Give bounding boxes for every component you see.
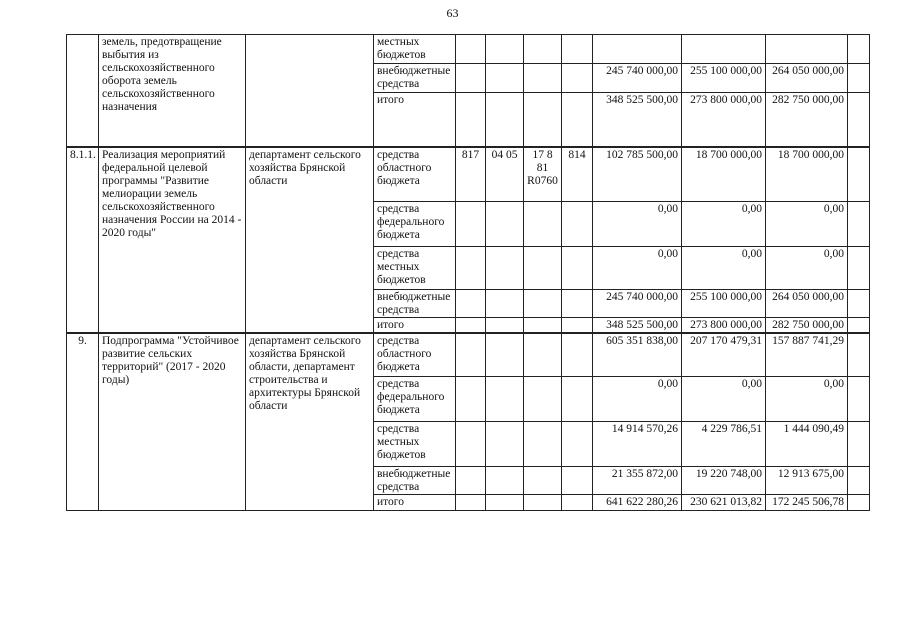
row-index — [67, 35, 99, 147]
grbs-code — [456, 64, 486, 93]
amount-2019: 0,00 — [682, 202, 766, 247]
budget-table — [66, 34, 870, 511]
target-article-code — [524, 93, 562, 147]
grbs-code — [456, 318, 486, 334]
funding-source: средства федерального бюджета — [374, 376, 456, 421]
amount-2020: 172 245 506,78 — [766, 494, 848, 510]
amount-2020 — [766, 35, 848, 64]
amount-2020: 264 050 000,00 — [766, 64, 848, 93]
target-article-code — [524, 376, 562, 421]
amount-2019: 207 170 479,31 — [682, 333, 766, 376]
table-row — [67, 333, 870, 376]
amount-2018: 348 525 500,00 — [593, 318, 682, 334]
grbs-code — [456, 202, 486, 247]
funding-source: средства местных бюджетов — [374, 421, 456, 466]
target-article-code — [524, 421, 562, 466]
funding-source: итого — [374, 494, 456, 510]
table-row — [67, 147, 870, 202]
expense-type-code — [562, 64, 593, 93]
amount-2020: 282 750 000,00 — [766, 318, 848, 334]
expense-type-code — [562, 421, 593, 466]
funding-source: внебюджетные средства — [374, 290, 456, 318]
empty-cell — [848, 147, 870, 202]
target-article-code — [524, 318, 562, 334]
expense-type-code — [562, 202, 593, 247]
amount-2018: 245 740 000,00 — [593, 64, 682, 93]
funding-source: внебюджетные средства — [374, 466, 456, 494]
expense-type-code — [562, 466, 593, 494]
expense-type-code — [562, 376, 593, 421]
executor: департамент сельского хозяйства Брянской области, департамент строительства и архитектуры Брянской области — [246, 333, 374, 510]
target-article-code — [524, 494, 562, 510]
empty-cell — [848, 247, 870, 290]
expense-type-code — [562, 494, 593, 510]
section-code — [486, 93, 524, 147]
amount-2020: 0,00 — [766, 202, 848, 247]
expense-type-code: 814 — [562, 147, 593, 202]
empty-cell — [848, 333, 870, 376]
empty-cell — [848, 35, 870, 64]
section-code: 04 05 — [486, 147, 524, 202]
activity-name: земель, предотвращение выбытия из сельскохозяйственного оборота земель сельскохозяйственного назначения — [99, 35, 246, 147]
empty-cell — [848, 202, 870, 247]
table-body — [67, 35, 870, 511]
amount-2019: 255 100 000,00 — [682, 290, 766, 318]
target-article-code — [524, 64, 562, 93]
expense-type-code — [562, 35, 593, 64]
grbs-code — [456, 376, 486, 421]
amount-2020: 0,00 — [766, 247, 848, 290]
funding-source: средства местных бюджетов — [374, 247, 456, 290]
amount-2020: 157 887 741,29 — [766, 333, 848, 376]
amount-2020: 264 050 000,00 — [766, 290, 848, 318]
empty-cell — [848, 64, 870, 93]
amount-2018: 21 355 872,00 — [593, 466, 682, 494]
grbs-code: 817 — [456, 147, 486, 202]
amount-2018 — [593, 35, 682, 64]
funding-source: внебюджетные средства — [374, 64, 456, 93]
section-code — [486, 247, 524, 290]
target-article-code — [524, 247, 562, 290]
amount-2018: 0,00 — [593, 247, 682, 290]
grbs-code — [456, 247, 486, 290]
expense-type-code — [562, 333, 593, 376]
page-number: 63 — [446, 6, 459, 20]
amount-2019: 273 800 000,00 — [682, 318, 766, 334]
amount-2018: 14 914 570,26 — [593, 421, 682, 466]
amount-2019 — [682, 35, 766, 64]
expense-type-code — [562, 93, 593, 147]
amount-2018: 245 740 000,00 — [593, 290, 682, 318]
amount-2019: 255 100 000,00 — [682, 64, 766, 93]
amount-2019: 18 700 000,00 — [682, 147, 766, 202]
amount-2019: 4 229 786,51 — [682, 421, 766, 466]
amount-2018: 348 525 500,00 — [593, 93, 682, 147]
table-row — [67, 35, 870, 64]
section-code — [486, 290, 524, 318]
funding-source: средства областного бюджета — [374, 333, 456, 376]
expense-type-code — [562, 290, 593, 318]
activity-name: Реализация мероприятий федеральной целевой программы "Развитие мелиорации земель сельскохозяйственного назначения России на 2014 - 2020 годы" — [99, 147, 246, 334]
expense-type-code — [562, 247, 593, 290]
section-code — [486, 376, 524, 421]
funding-source: местных бюджетов — [374, 35, 456, 64]
empty-cell — [848, 376, 870, 421]
target-article-code — [524, 333, 562, 376]
empty-cell — [848, 494, 870, 510]
target-article-code — [524, 466, 562, 494]
empty-cell — [848, 318, 870, 334]
amount-2018: 605 351 838,00 — [593, 333, 682, 376]
amount-2018: 0,00 — [593, 376, 682, 421]
target-article-code — [524, 35, 562, 64]
section-code — [486, 64, 524, 93]
section-code — [486, 202, 524, 247]
grbs-code — [456, 466, 486, 494]
funding-source: средства федерального бюджета — [374, 202, 456, 247]
grbs-code — [456, 494, 486, 510]
section-code — [486, 333, 524, 376]
section-code — [486, 318, 524, 334]
amount-2019: 273 800 000,00 — [682, 93, 766, 147]
target-article-code — [524, 202, 562, 247]
funding-source: итого — [374, 93, 456, 147]
row-index: 9. — [67, 333, 99, 510]
target-article-code: 17 8 81 R0760 — [524, 147, 562, 202]
amount-2020: 0,00 — [766, 376, 848, 421]
empty-cell — [848, 421, 870, 466]
executor — [246, 35, 374, 147]
amount-2020: 18 700 000,00 — [766, 147, 848, 202]
empty-cell — [848, 93, 870, 147]
target-article-code — [524, 290, 562, 318]
empty-cell — [848, 290, 870, 318]
grbs-code — [456, 290, 486, 318]
amount-2019: 230 621 013,82 — [682, 494, 766, 510]
amount-2018: 0,00 — [593, 202, 682, 247]
amount-2020: 12 913 675,00 — [766, 466, 848, 494]
grbs-code — [456, 35, 486, 64]
grbs-code — [456, 93, 486, 147]
section-code — [486, 494, 524, 510]
empty-cell — [848, 466, 870, 494]
grbs-code — [456, 421, 486, 466]
amount-2019: 19 220 748,00 — [682, 466, 766, 494]
section-code — [486, 466, 524, 494]
amount-2020: 1 444 090,49 — [766, 421, 848, 466]
amount-2019: 0,00 — [682, 247, 766, 290]
funding-source: итого — [374, 318, 456, 334]
expense-type-code — [562, 318, 593, 334]
funding-source: средства областного бюджета — [374, 147, 456, 202]
amount-2020: 282 750 000,00 — [766, 93, 848, 147]
amount-2018: 641 622 280,26 — [593, 494, 682, 510]
activity-name: Подпрограмма "Устойчивое развитие сельских территорий" (2017 - 2020 годы) — [99, 333, 246, 510]
executor: департамент сельского хозяйства Брянской области — [246, 147, 374, 334]
section-code — [486, 421, 524, 466]
row-index: 8.1.1. — [67, 147, 99, 334]
amount-2018: 102 785 500,00 — [593, 147, 682, 202]
amount-2019: 0,00 — [682, 376, 766, 421]
grbs-code — [456, 333, 486, 376]
section-code — [486, 35, 524, 64]
